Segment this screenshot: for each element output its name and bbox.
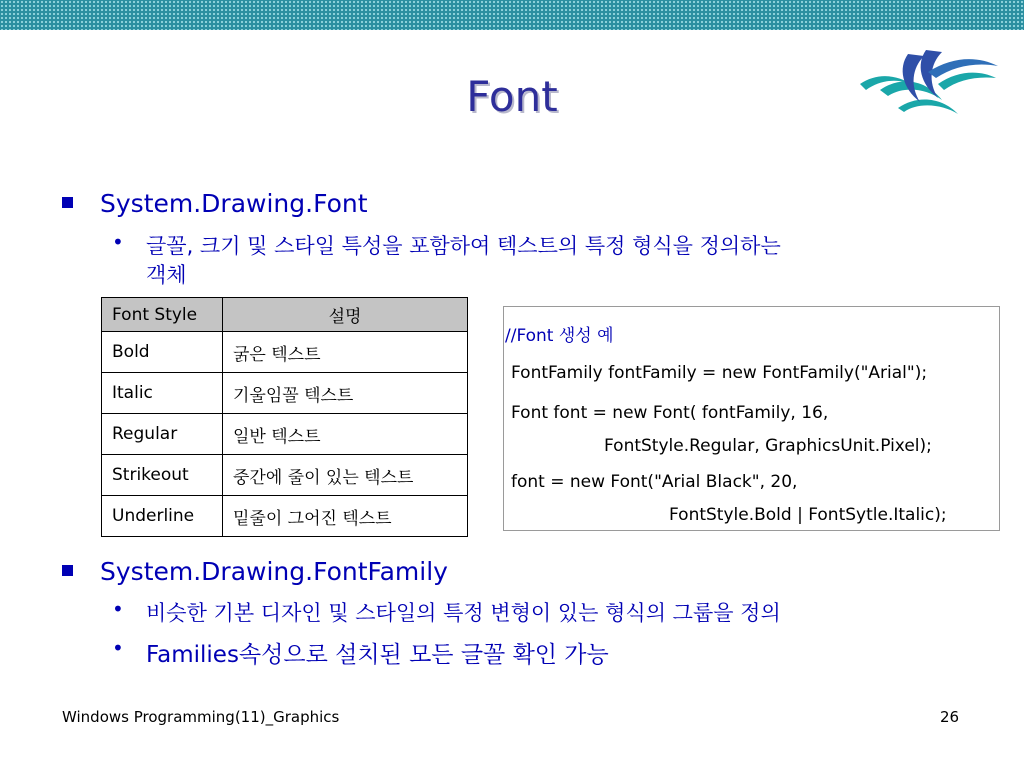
table-header-description: 설명 (223, 298, 468, 332)
footer-page-number: 26 (940, 708, 960, 726)
dot-bullet-icon: • (112, 230, 124, 254)
table-cell-description: 밑줄이 그어진 텍스트 (223, 496, 468, 537)
square-bullet-icon (62, 197, 73, 208)
section1-description-cont: 객체 (146, 263, 187, 287)
table-row (102, 455, 468, 496)
code-example-box (503, 306, 1000, 531)
table-cell-description: 중간에 줄이 있는 텍스트 (223, 455, 468, 496)
slide-title: Font (466, 72, 558, 121)
code-line-3: FontStyle.Regular, GraphicsUnit.Pixel); (604, 436, 932, 456)
table-cell-style: Strikeout (102, 455, 223, 496)
table-cell-style: Regular (102, 414, 223, 455)
table-row (102, 414, 468, 455)
code-line-4: font = new Font("Arial Black", 20, (511, 472, 798, 492)
square-bullet-icon (62, 565, 73, 576)
section2-item2: Families속성으로 설치된 모든 글꼴 확인 가능 (146, 642, 609, 668)
section1-description: 글꼴, 크기 및 스타일 특성을 포함하여 텍스트의 특정 형식을 정의하는 (146, 234, 781, 258)
table-cell-description: 기울임꼴 텍스트 (223, 373, 468, 414)
table-row (102, 496, 468, 537)
table-cell-style: Bold (102, 332, 223, 373)
table-cell-description: 일반 텍스트 (223, 414, 468, 455)
code-line-5: FontStyle.Bold | FontSytle.Italic); (669, 505, 947, 525)
code-line-1: FontFamily fontFamily = new FontFamily("Arial"); (511, 363, 928, 383)
table-header-row (102, 298, 468, 332)
table-cell-style: Italic (102, 373, 223, 414)
code-line-2: Font font = new Font( fontFamily, 16, (511, 403, 829, 423)
section2-heading: System.Drawing.FontFamily (100, 557, 448, 586)
code-comment: //Font 생성 예 (505, 326, 614, 346)
section1-heading: System.Drawing.Font (100, 189, 368, 218)
table-row (102, 373, 468, 414)
table-row (102, 332, 468, 373)
table-cell-style: Underline (102, 496, 223, 537)
table-cell-description: 굵은 텍스트 (223, 332, 468, 373)
dot-bullet-icon: • (112, 636, 124, 660)
font-style-table (101, 297, 468, 537)
top-decorative-band (0, 0, 1024, 30)
table-header-font-style: Font Style (102, 298, 223, 332)
footer-course-title: Windows Programming(11)_Graphics (62, 708, 340, 726)
section2-item1: 비슷한 기본 디자인 및 스타일의 특정 변형이 있는 형식의 그룹을 정의 (146, 601, 781, 625)
dot-bullet-icon: • (112, 597, 124, 621)
